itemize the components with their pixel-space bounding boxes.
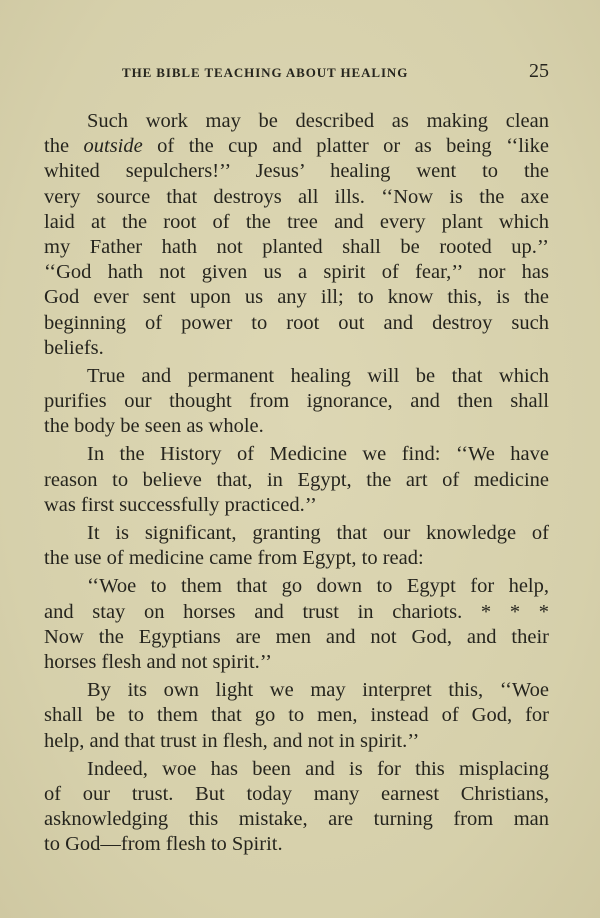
page-number: 25 (529, 60, 549, 82)
text-line (44, 650, 549, 675)
text-segment: reason to believe that, in Egypt, the art of medicine (44, 468, 549, 491)
text-segment: It is significant, granting that our knowledge of (87, 522, 549, 544)
text-line (44, 546, 549, 571)
italic-text: outside (83, 135, 143, 158)
text-line (44, 600, 549, 625)
text-segment: asknowledging this mistake, are turning from man (44, 808, 549, 831)
running-title: THE BIBLE TEACHING ABOUT HEALING (122, 65, 409, 80)
text-segment: very source that destroys all ills. ‘‘Now is the axe (44, 185, 549, 208)
paragraph (44, 574, 549, 675)
text-line (44, 625, 549, 650)
paragraph (44, 442, 549, 518)
text-line (44, 782, 549, 807)
text-line (44, 521, 549, 546)
text-line (44, 414, 549, 439)
text-line (44, 493, 549, 518)
text-segment: beginning of power to root out and destroy such (44, 311, 549, 334)
text-line (44, 442, 549, 467)
text-segment: horses flesh and not spirit.’’ (44, 650, 272, 673)
text-line (44, 109, 549, 134)
text-line (44, 757, 549, 782)
body-text (44, 109, 549, 860)
text-segment: True and permanent healing will be that which (87, 364, 549, 387)
text-segment: By its own light we may interpret this, ‘‘Woe (87, 679, 549, 702)
text-line (44, 729, 549, 754)
text-segment: of our trust. But today many earnest Christians, (44, 782, 549, 805)
paragraph (44, 757, 549, 858)
text-line (44, 185, 549, 210)
text-segment: purifies our thought from ignorance, and then shall (44, 390, 549, 413)
text-line (44, 678, 549, 703)
text-segment: was first successfully practiced.’’ (44, 493, 317, 516)
paragraph (44, 109, 549, 361)
text-segment: the (44, 135, 84, 158)
text-line (44, 235, 549, 260)
text-line (44, 832, 549, 857)
text-segment: Now the Egyptians are men and not God, and their (44, 625, 549, 648)
text-segment: Such work may be described as making clean (87, 110, 549, 132)
text-segment: God ever sent upon us any ill; to know this, is the (44, 286, 549, 309)
text-line (44, 807, 549, 832)
text-segment: whited sepulchers!’’ Jesus’ healing went to the (44, 160, 549, 183)
text-segment: ‘‘God hath not given us a spirit of fear,’’ nor has (44, 261, 549, 284)
text-line (44, 389, 549, 414)
text-line (44, 260, 549, 285)
text-segment: shall be to them that go to men, instead of God, for (44, 704, 549, 727)
text-line (44, 468, 549, 493)
text-line (44, 703, 549, 728)
text-segment: ‘‘Woe to them that go down to Egypt for help, (87, 575, 549, 598)
text-line (44, 574, 549, 599)
text-segment: to God—from flesh to Spirit. (44, 833, 283, 856)
text-line (44, 159, 549, 184)
text-line (44, 336, 549, 361)
text-segment: In the History of Medicine we find: ‘‘We have (87, 443, 549, 466)
text-segment: the use of medicine came from Egypt, to read: (44, 547, 424, 570)
text-segment: my Father hath not planted shall be rooted up.’’ (44, 235, 549, 258)
paragraph (44, 521, 549, 571)
text-line (44, 285, 549, 310)
text-segment: laid at the root of the tree and every plant which (44, 210, 549, 233)
text-line (44, 364, 549, 389)
text-segment: help, and that trust in flesh, and not in spirit.’’ (44, 729, 420, 752)
text-segment: Indeed, woe has been and is for this misplacing (87, 757, 549, 780)
page-header (44, 60, 549, 84)
paragraph (44, 678, 549, 754)
text-segment: beliefs. (44, 336, 104, 359)
paragraph (44, 364, 549, 440)
text-segment: of the cup and platter or as being ‘‘like (142, 135, 550, 158)
text-line (44, 311, 549, 336)
text-line (44, 134, 549, 159)
text-line (44, 210, 549, 235)
text-segment: and stay on horses and trust in chariots. * * * (44, 600, 549, 623)
text-segment: the body be seen as whole. (44, 415, 264, 438)
